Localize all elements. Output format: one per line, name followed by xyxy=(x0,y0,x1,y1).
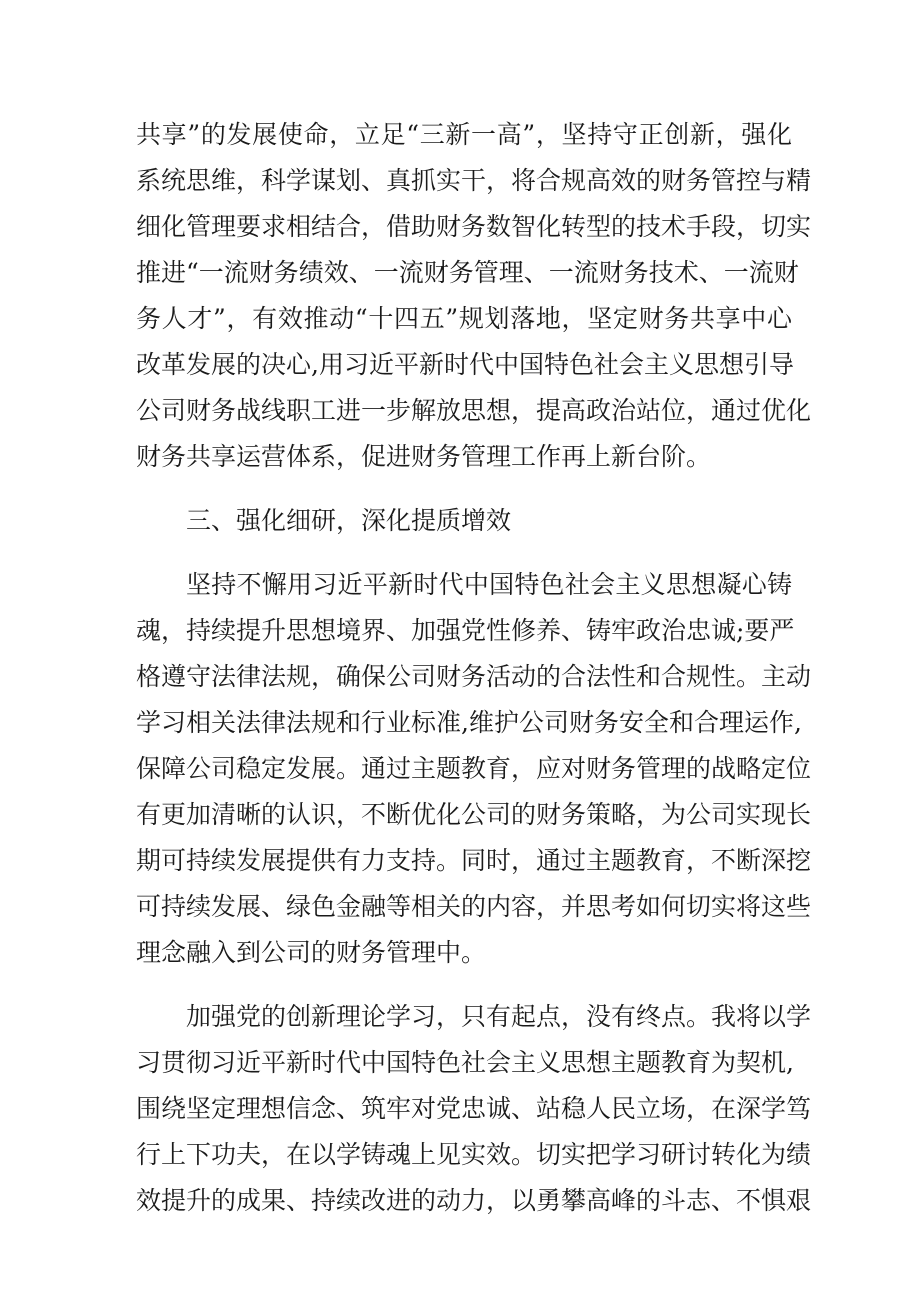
text-line: 围绕坚定理想信念、筑牢对党忠诚、站稳人民立场，在深学笃 xyxy=(136,1094,812,1123)
text-line: 改革发展的决心,用习近平新时代中国特色社会主义思想引导 xyxy=(136,350,794,379)
text-line: 保障公司稳定发展。通过主题教育，应对财务管理的战略定位 xyxy=(136,754,812,783)
text-line: 格遵守法律法规，确保公司财务活动的合法性和合规性。主动 xyxy=(136,662,812,691)
text-line: 坚持不懈用习近平新时代中国特色社会主义思想凝心铸 xyxy=(186,570,792,599)
paragraph xyxy=(136,562,812,976)
document-body xyxy=(136,112,812,1224)
text-line: 细化管理要求相结合，借助财务数智化转型的技术手段，切实 xyxy=(136,212,812,241)
text-line: 加强党的创新理论学习，只有起点，没有终点。我将以学 xyxy=(186,1002,812,1031)
text-line: 有更加清晰的认识，不断优化公司的财务策略，为公司实现长 xyxy=(136,800,812,829)
text-line: 公司财务战线职工进一步解放思想，提高政治站位，通过优化 xyxy=(136,396,812,425)
text-line: 魂，持续提升思想境界、加强党性修养、铸牢政治忠诚;要严 xyxy=(136,616,795,645)
text-line: 务人才”，有效推动“十四五”规划落地，坚定财务共享中心 xyxy=(136,304,792,333)
text-line: 学习相关法律法规和行业标准,维护公司财务安全和合理运作, xyxy=(136,708,802,737)
text-line: 理念融入到公司的财务管理中。 xyxy=(136,938,487,967)
text-line: 财务共享运营体系，促进财务管理工作再上新台阶。 xyxy=(136,442,712,471)
text-line: 习贯彻习近平新时代中国特色社会主义思想主题教育为契机, xyxy=(136,1048,794,1077)
text-line: 可持续发展、绿色金融等相关的内容，并思考如何切实将这些 xyxy=(136,892,812,921)
text-line: 系统思维，科学谋划、真抓实干，将合规高效的财务管控与精 xyxy=(136,166,812,195)
text-line: 效提升的成果、持续改进的动力，以勇攀高峰的斗志、不惧艰 xyxy=(136,1186,812,1215)
paragraph xyxy=(136,994,812,1224)
text-line: 共享”的发展使命，立足“三新一高”，坚持守正创新，强化 xyxy=(136,120,792,149)
paragraph-continuation xyxy=(136,112,812,480)
section-heading: 三、强化细研，深化提质增效 xyxy=(186,506,512,535)
text-line: 行上下功夫，在以学铸魂上见实效。切实把学习研讨转化为绩 xyxy=(136,1140,812,1169)
text-line: 推进“一流财务绩效、一流财务管理、一流财务技术、一流财 xyxy=(136,258,799,287)
text-line: 期可持续发展提供有力支持。同时，通过主题教育，不断深挖 xyxy=(136,846,812,875)
